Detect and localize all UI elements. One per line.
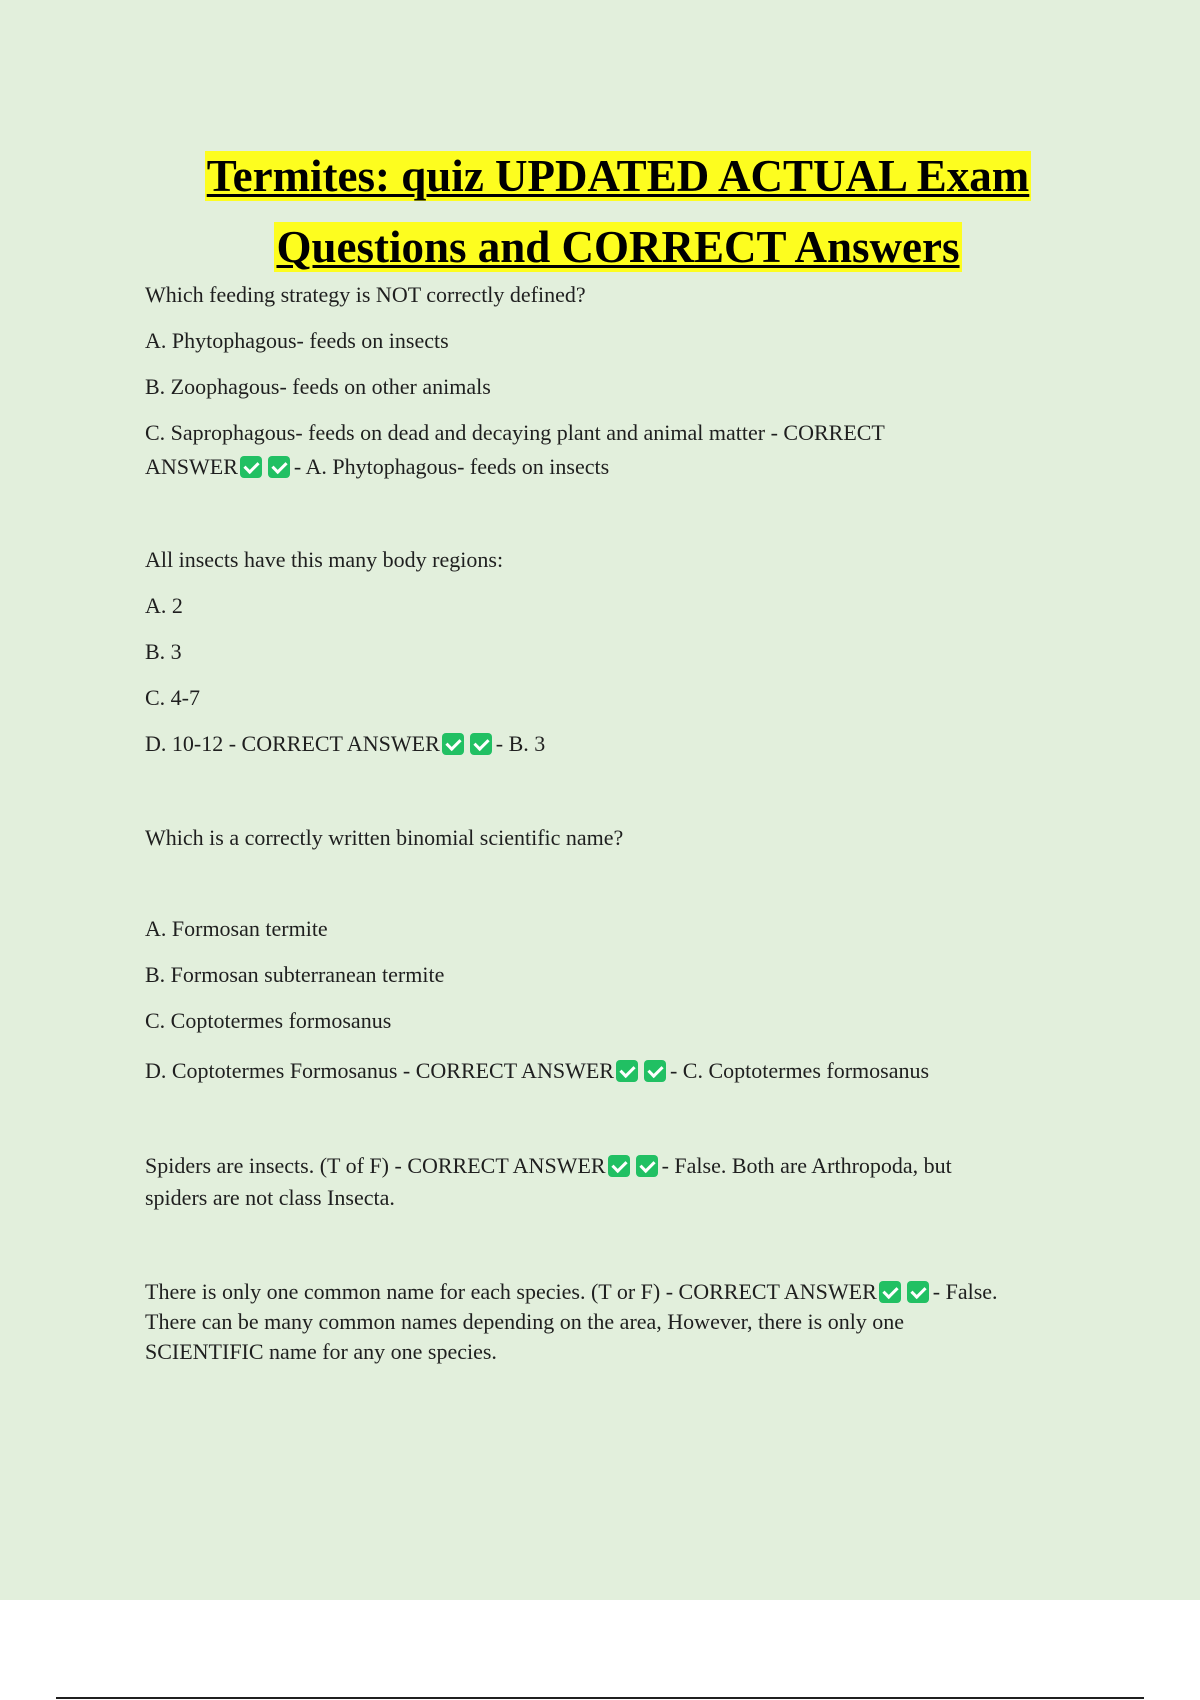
question-block-2 [145,543,1105,760]
check-mark-icon [240,456,262,478]
document-title [120,146,1116,288]
check-mark-icon [442,733,464,755]
question-3-answer: - C. Coptotermes formosanus [669,1058,930,1083]
question-3-option-a: A. Formosan termite [145,916,328,941]
question-1-option-c-label: ANSWER [145,454,238,479]
question-1-answer: - A. Phytophagous- feeds on insects [293,454,610,479]
question-5-answer-part2: There can be many common names depending on the area, However, there is only one [145,1309,905,1334]
check-mark-icon [608,1155,630,1177]
quiz-content [145,278,1105,1367]
question-4-answer-part2: spiders are not class Insecta. [145,1185,395,1210]
question-3-text: Which is a correctly written binomial scientific name? [145,825,624,850]
question-2-option-d-text: D. 10-12 - CORRECT ANSWER [145,731,440,756]
check-mark-icon [879,1281,901,1303]
question-3-option-d [145,1054,1105,1087]
question-5-text [145,1277,1105,1367]
question-block-3 [145,821,1105,1087]
check-mark-icon [470,733,492,755]
question-5-question: There is only one common name for each species. (T or F) - CORRECT ANSWER [145,1279,877,1304]
question-4-question: Spiders are insects. (T of F) - CORRECT ANSWER [145,1153,606,1178]
title-line-1: Termites: quiz UPDATED ACTUAL Exam [206,151,1030,201]
question-1-option-c [145,416,1105,484]
question-block-5 [145,1277,1105,1367]
question-2-text: All insects have this many body regions: [145,547,504,572]
title-line-2: Questions and CORRECT Answers [276,222,960,272]
question-1-text: Which feeding strategy is NOT correctly defined? [145,282,586,307]
question-5-answer-part1: - False. [932,1279,998,1304]
question-1-option-b: B. Zoophagous- feeds on other animals [145,374,491,399]
question-2-answer: - B. 3 [495,731,546,756]
question-block-1 [145,278,1105,484]
question-2-option-c: C. 4-7 [145,685,200,710]
question-block-4 [145,1150,1105,1214]
question-3-option-c: C. Coptotermes formosanus [145,1008,392,1033]
question-2-option-d [145,727,1105,760]
check-mark-icon [644,1060,666,1082]
check-mark-icon [616,1060,638,1082]
question-4-text [145,1150,1105,1214]
check-mark-icon [636,1155,658,1177]
question-1-option-a: A. Phytophagous- feeds on insects [145,328,449,353]
check-mark-icon [268,456,290,478]
question-2-option-a: A. 2 [145,593,183,618]
question-2-option-b: B. 3 [145,639,182,664]
question-3-option-d-text: D. Coptotermes Formosanus - CORRECT ANSWER [145,1058,614,1083]
check-mark-icon [907,1281,929,1303]
question-3-option-b: B. Formosan subterranean termite [145,962,445,987]
question-1-option-c-text: C. Saprophagous- feeds on dead and decaying plant and animal matter - CORRECT [145,420,885,445]
question-4-answer-part1: - False. Both are Arthropoda, but [661,1153,952,1178]
footer-divider [56,1697,1144,1699]
question-5-answer-part3: SCIENTIFIC name for any one species. [145,1339,497,1364]
